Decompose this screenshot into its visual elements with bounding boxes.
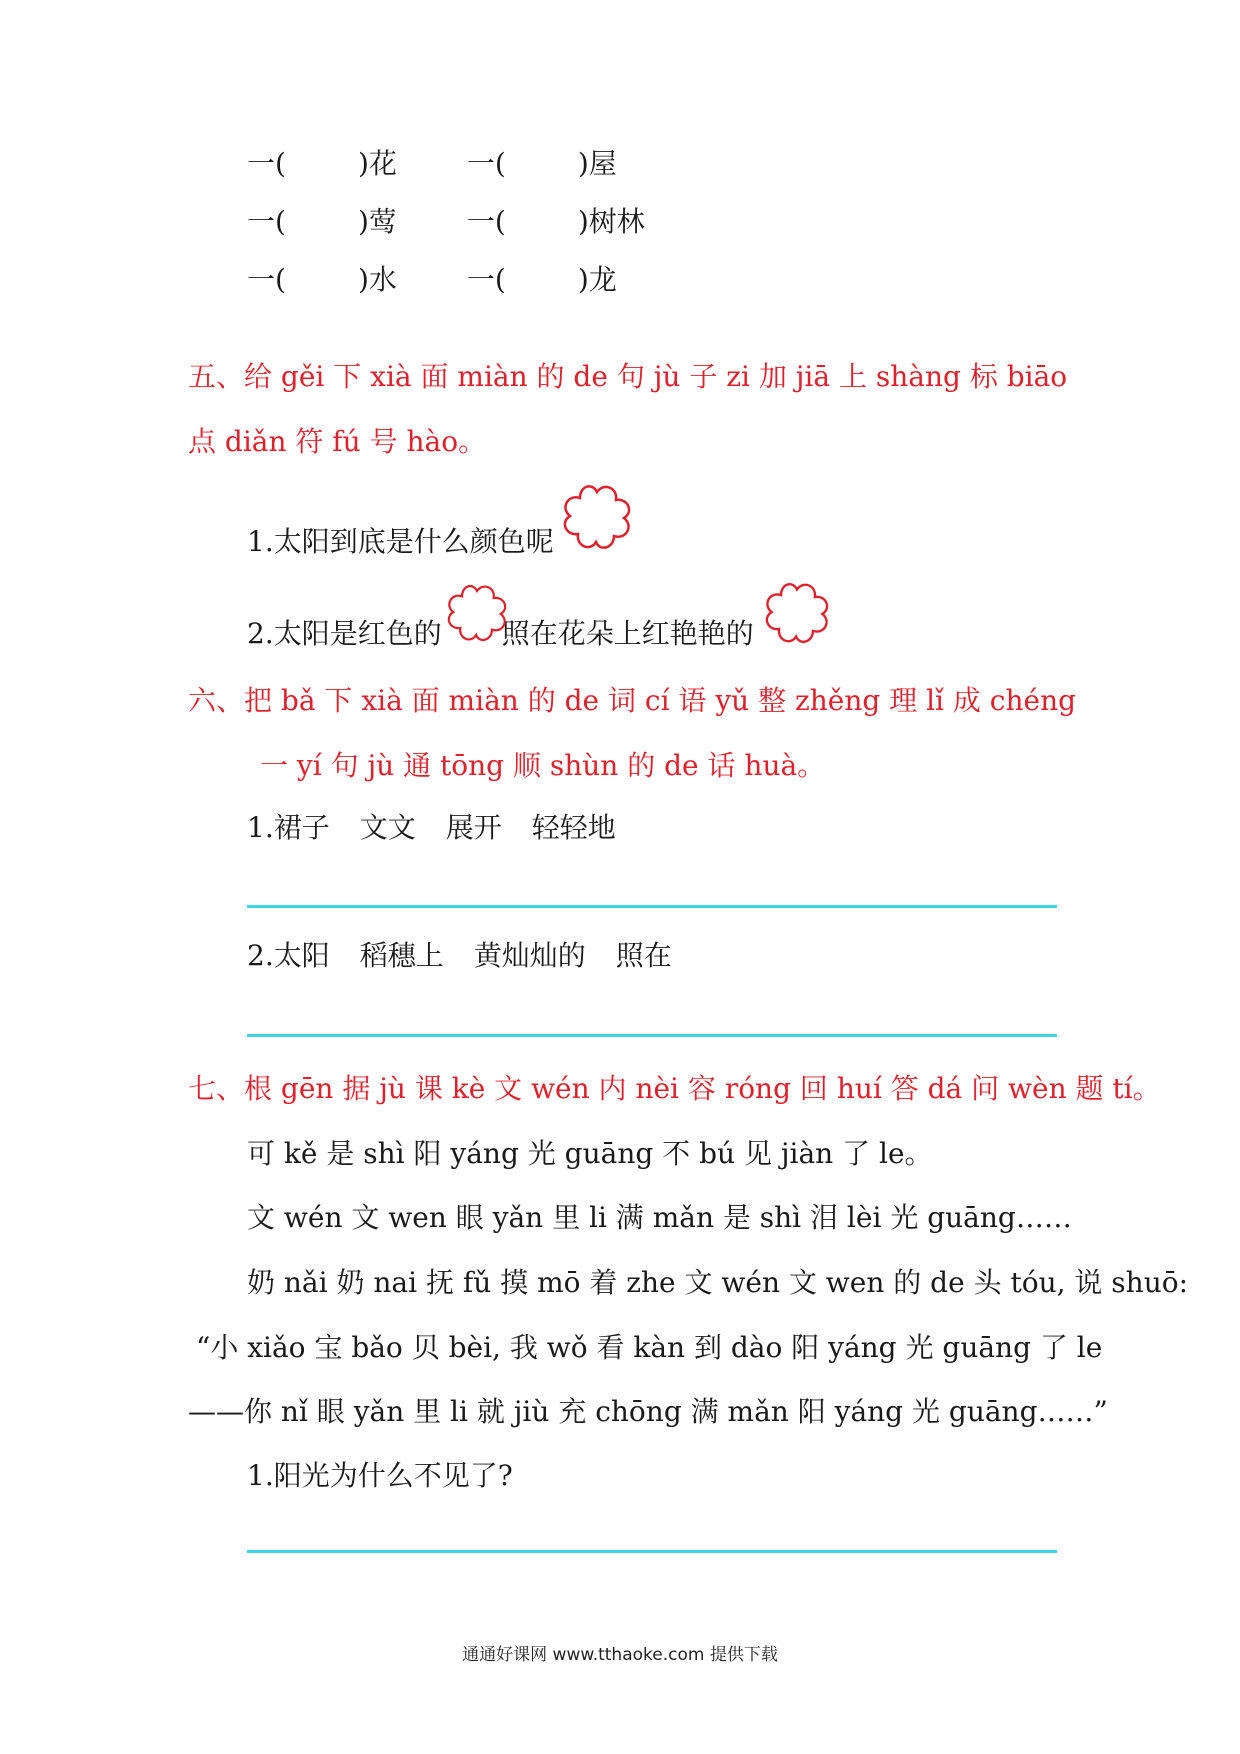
section6-question-1 (247, 810, 616, 846)
measure-row-3 (247, 262, 617, 298)
passage-line: 文 wén 文 wen 眼 yǎn 里 li 满 mǎn 是 shì 泪 lèi 光 guāng…… (247, 1201, 1072, 1234)
answer-line[interactable] (247, 1034, 1057, 1037)
word-card: 轻轻地 (531, 811, 616, 844)
word-card: 黄灿灿的 (473, 939, 586, 972)
word-card: 照在 (615, 939, 672, 972)
footer-source: 通通好课网 www.tthaoke.com 提供下载 (462, 1645, 778, 1665)
section5-title-line1: 五、给 gěi 下 xià 面 miàn 的 de 句 jù 子 zi 加 jiā 上 shàng 标 biāo (188, 360, 1068, 393)
measure-suffix: )水 (357, 263, 397, 296)
measure-suffix: )屋 (577, 147, 617, 180)
passage-line: 可 kě 是 shì 阳 yáng 光 guāng 不 bú 见 jiàn 了 le。 (247, 1137, 933, 1170)
section7-title: 七、根 gēn 据 jù 课 kè 文 wén 内 nèi 容 róng 回 huí 答 dá 问 wèn 题 tí。 (188, 1072, 1161, 1105)
section6-title-line1: 六、把 bǎ 下 xià 面 miàn 的 de 词 cí 语 yǔ 整 zhěng 理 lǐ 成 chéng (188, 684, 1077, 717)
word-card: 稻穗上 (359, 939, 444, 972)
measure-suffix: )树林 (577, 205, 645, 238)
punctuation-flower-3[interactable] (764, 582, 830, 644)
measure-suffix: )龙 (577, 263, 617, 296)
passage-line: “小 xiǎo 宝 bǎo 贝 bèi, 我 wǒ 看 kàn 到 dào 阳 yáng 光 guāng 了 le (196, 1331, 1103, 1364)
question-number: 1. (247, 811, 274, 844)
measure-suffix: )莺 (357, 205, 397, 238)
punctuation-flower-2[interactable] (446, 584, 508, 642)
measure-prefix: 一( (247, 263, 286, 296)
word-card: 太阳 (273, 939, 330, 972)
measure-prefix: 一( (247, 147, 286, 180)
measure-row-1 (247, 146, 617, 182)
measure-prefix: 一( (466, 263, 506, 296)
section6-question-2 (247, 938, 672, 974)
section5-question-1: 1.太阳到底是什么颜色呢 (247, 525, 554, 558)
word-card: 文文 (359, 811, 416, 844)
question-number: 2. (247, 939, 274, 972)
punctuation-flower-1[interactable] (562, 484, 632, 550)
measure-prefix: 一( (466, 205, 506, 238)
question-text: 照在花朵上红艳艳的 (501, 617, 754, 650)
measure-prefix: 一( (247, 205, 286, 238)
passage-line: ——你 nǐ 眼 yǎn 里 li 就 jiù 充 chōng 满 mǎn 阳 yáng 光 guāng……” (188, 1395, 1108, 1428)
question-text: 2.太阳是红色的 (247, 617, 442, 650)
word-card: 裙子 (273, 811, 330, 844)
measure-suffix: )花 (357, 147, 397, 180)
passage-line: 奶 nǎi 奶 nai 抚 fǔ 摸 mō 着 zhe 文 wén 文 wen 的 de 头 tóu, 说 shuō: (247, 1266, 1189, 1299)
measure-prefix: 一( (466, 147, 506, 180)
section7-question-1: 1.阳光为什么不见了? (247, 1459, 513, 1492)
answer-line[interactable] (247, 905, 1057, 908)
measure-row-2 (247, 204, 645, 240)
section6-title-line2: 一 yí 句 jù 通 tōng 顺 shùn 的 de 话 huà。 (260, 749, 826, 782)
word-card: 展开 (445, 811, 502, 844)
answer-line[interactable] (247, 1550, 1057, 1553)
section5-title-line2: 点 diǎn 符 fú 号 hào。 (188, 425, 487, 458)
